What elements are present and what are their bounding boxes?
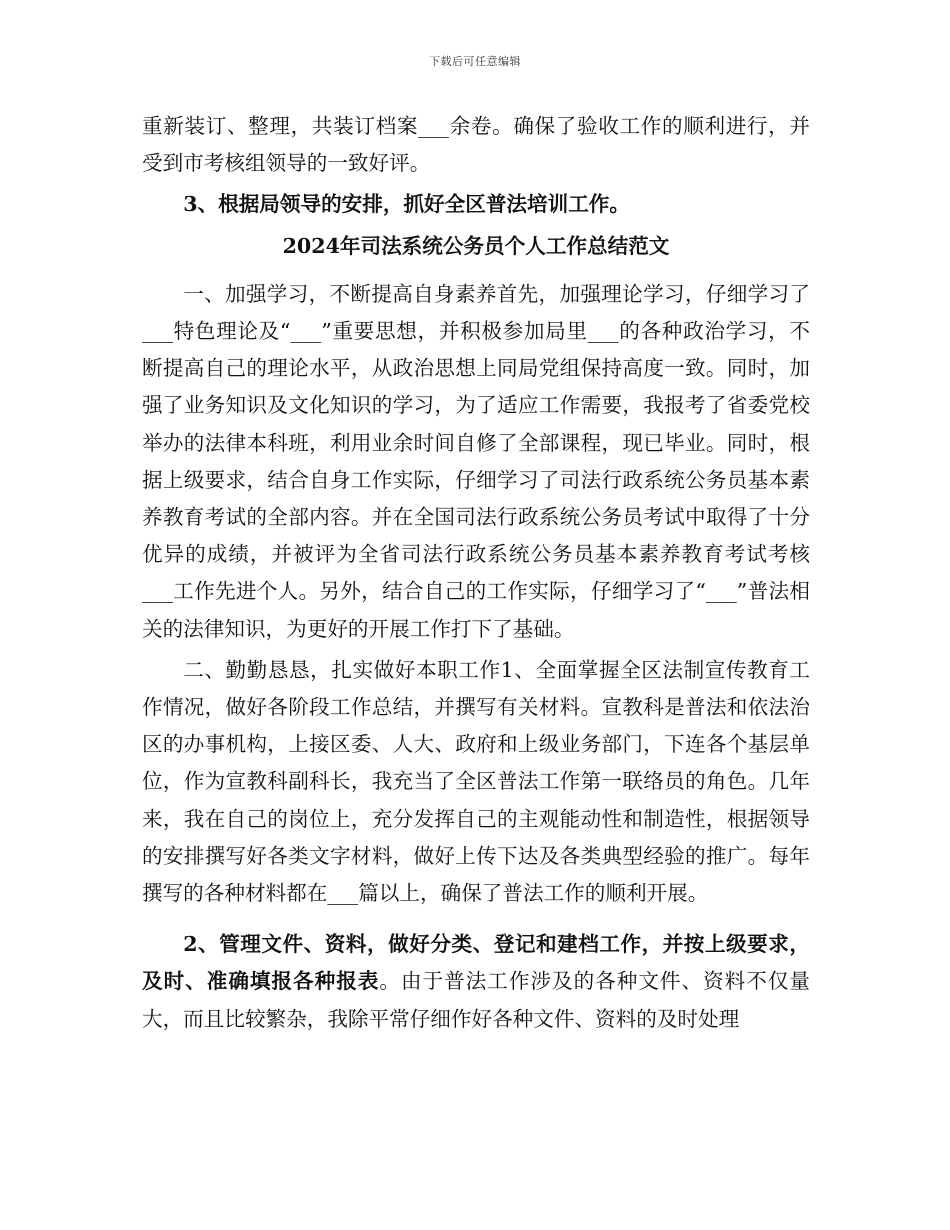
paragraph-training-heading: 3、根据局领导的安排，抓好全区普法培训工作。 [183, 192, 630, 217]
paragraph-document-management-lead: 2、管理文件、资料，做好分类、登记和建档工作，并按上级要求，及时、准确填报各种报表 [142, 932, 810, 994]
paragraph-document-management-text: 。由于普法工作涉及的各种文件、资料不仅量大，而且比较繁杂，我除平常仔细作好各种文件、资料的及时处理 [142, 969, 811, 1031]
page-header-note: 下载后可任意编辑 [429, 55, 521, 68]
document-body [142, 108, 810, 1038]
paragraph-archive-binding: 重新装订、整理，共装订档案___余卷。确保了验收工作的顺利进行，并受到市考核组领导的一致好评。 [142, 114, 810, 176]
paragraph-study: 一、加强学习，不断提高自身素养首先，加强理论学习，仔细学习了___特色理论及“___”重要思想，并积极参加局里___的各种政治学习，不断提高自己的理论水平，从政治思想上同局党组保持高度一致。同时，加强了业务知识及文化知识的学习，为了适应工作需要，我报考了省委党校举办的法律本科班，利用业余时间自修了全部课程，现已毕业。同时，根据上级要求，结合自身工作实际，仔细学习了司法行政系统公务员基本素养教育考试的全部内容。并在全国司法行政系统公务员考试中取得了十分优异的成绩，并被评为全省司法行政系统公务员基本素养教育考试考核___工作先进个人。另外，结合自己的工作实际，仔细学习了“___”普法相关的法律知识，为更好的开展工作打下了基础。 [142, 281, 810, 641]
paragraph-document-management [142, 926, 810, 1038]
paragraph-duty: 二、勤勤恳恳，扎实做好本职工作1、全面掌握全区法制宣传教育工作情况，做好各阶段工作总结，并撰写有关材料。宣教科是普法和依法治区的办事机构，上接区委、人大、政府和上级业务部门，下连各个基层单位，作为宣教科副科长，我充当了全区普法工作第一联络员的角色。几年来，我在自己的岗位上，充分发挥自己的主观能动性和制造性，根据领导的安排撰写好各类文字材料，做好上传下达及各类典型经验的推广。每年撰写的各种材料都在___篇以上，确保了普法工作的顺利开展。 [142, 657, 810, 906]
document-title: 2024年司法系统公务员个人工作总结范文 [282, 233, 670, 258]
